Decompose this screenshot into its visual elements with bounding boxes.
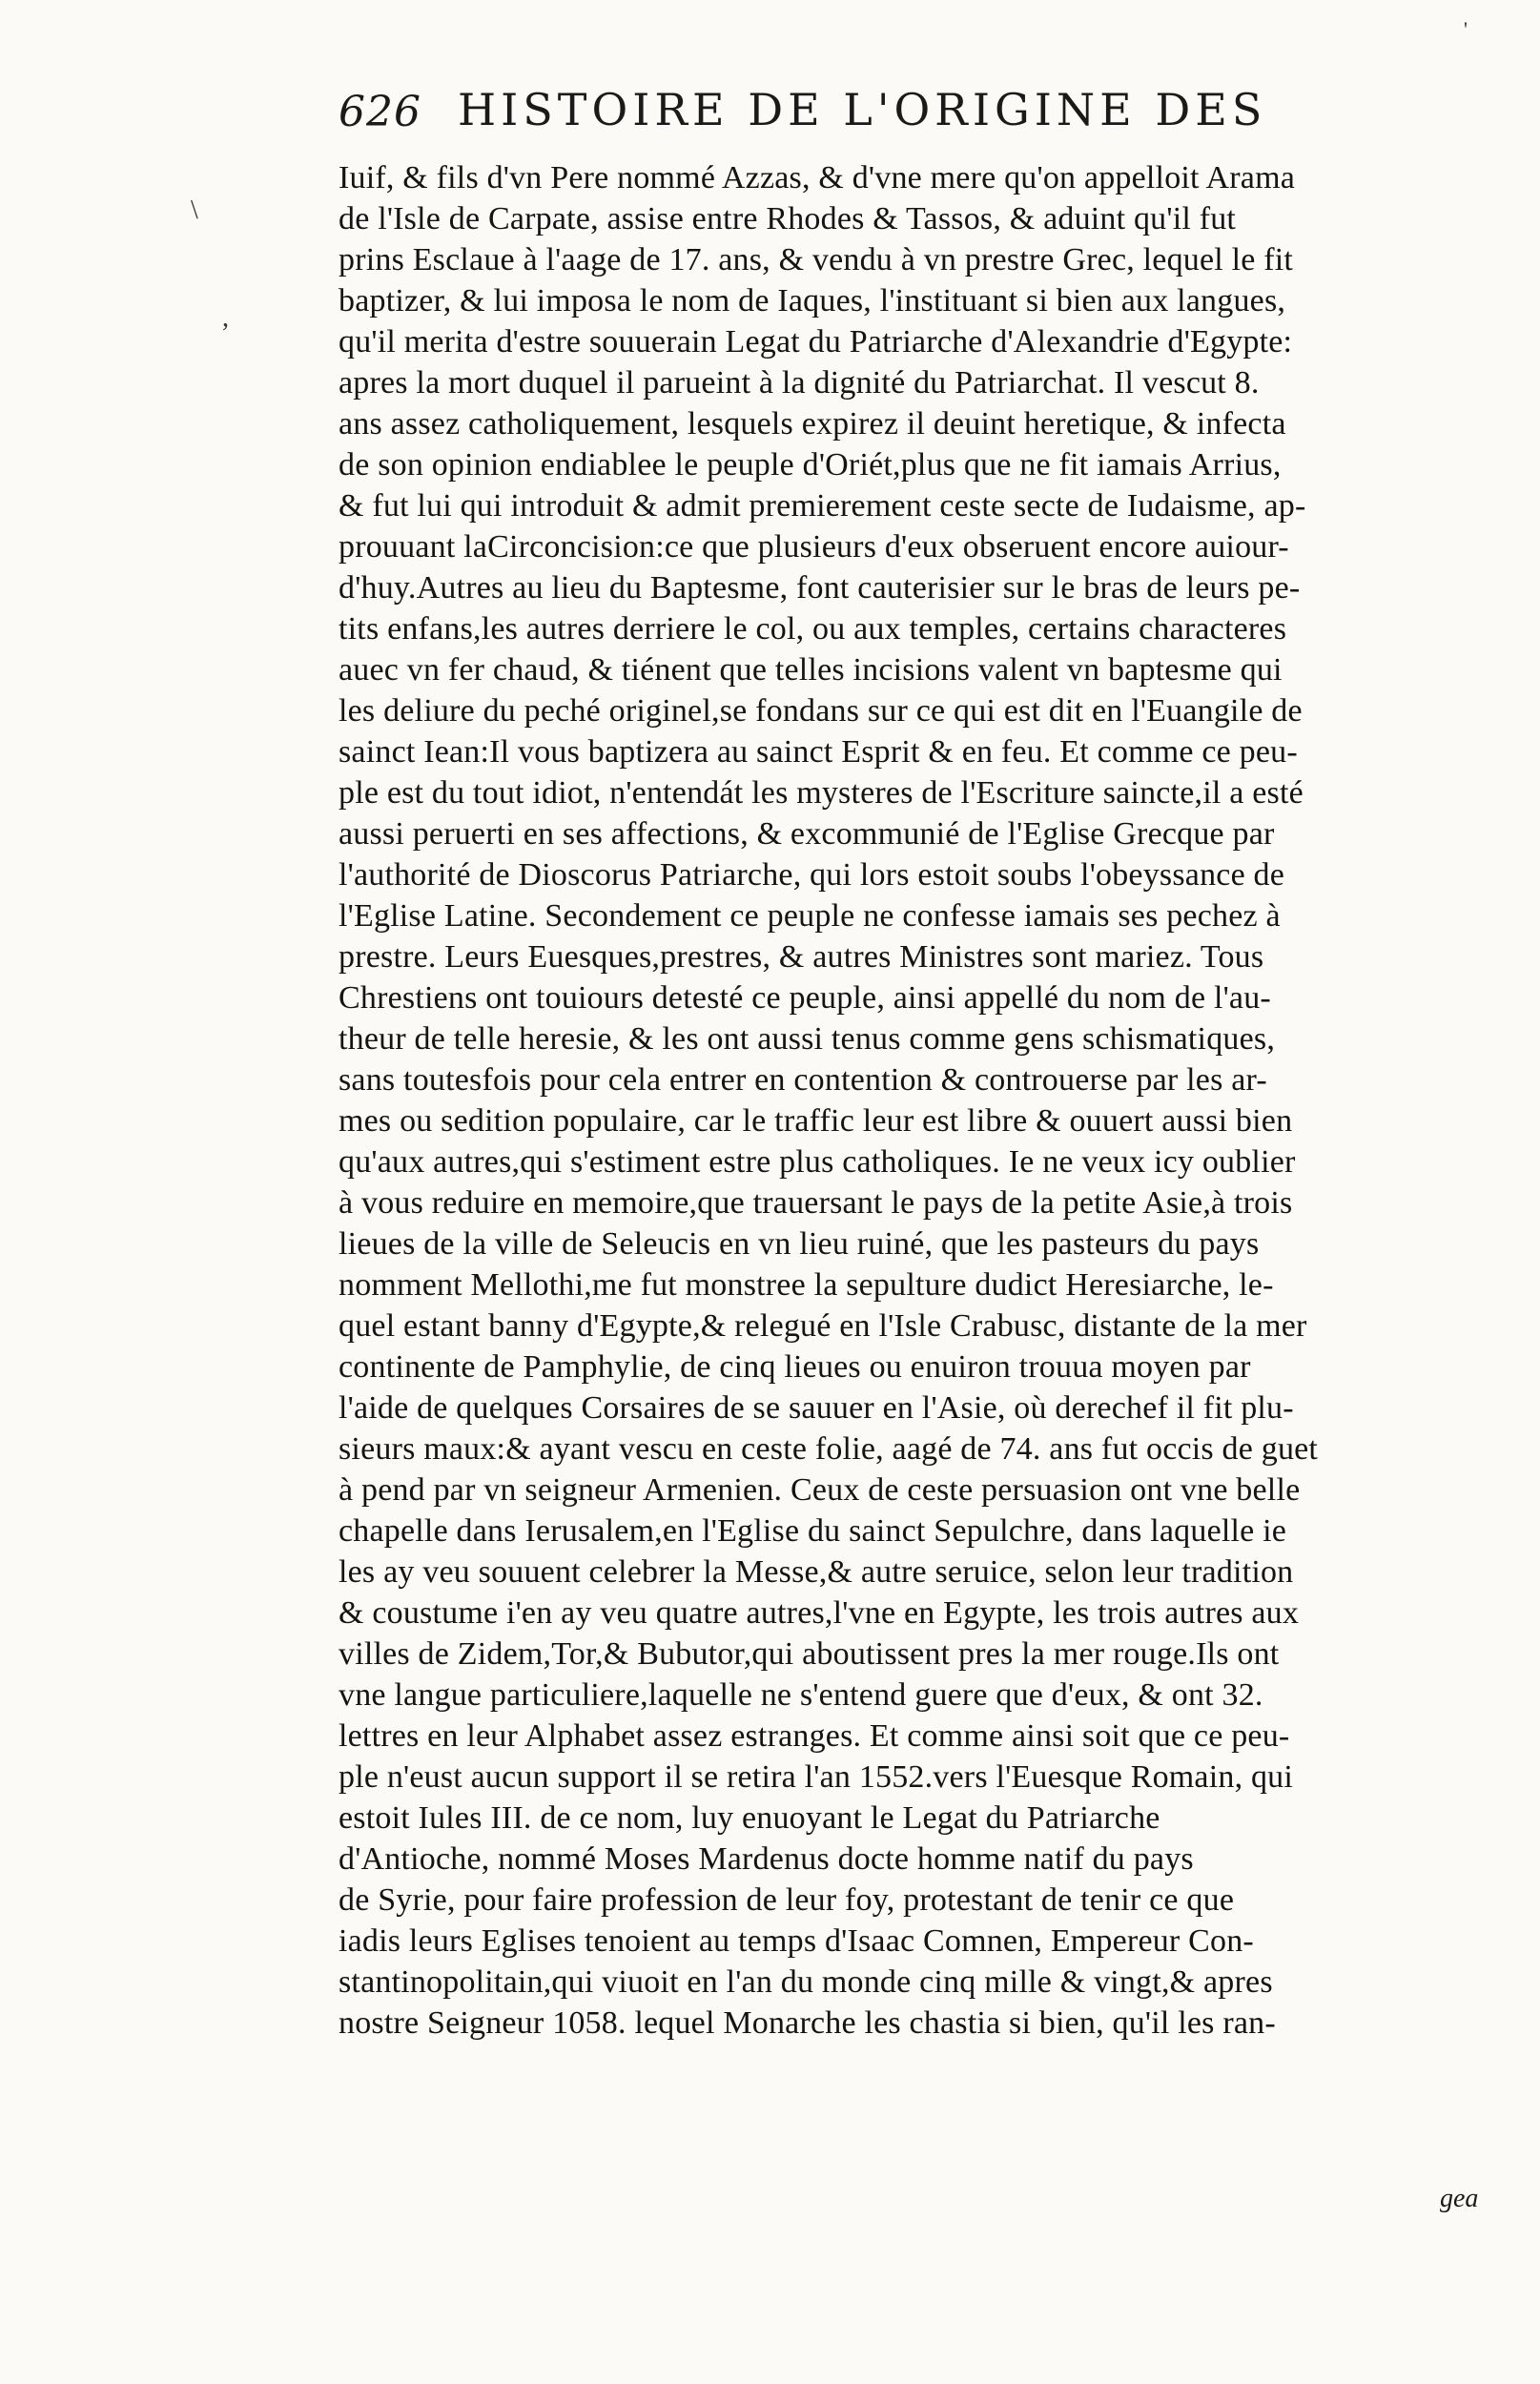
text-line: prins Esclaue à l'aage de 17. ans, & vendu à vn prestre Grec, lequel le fit: [339, 242, 1294, 277]
text-line: les ay veu souuent celebrer la Messe,& autre seruice, selon leur tradition: [339, 1554, 1294, 1590]
text-line: sans toutesfois pour cela entrer en contention & controuerse par les ar-: [339, 1062, 1267, 1098]
margin-mark: \: [191, 195, 198, 225]
text-line: stantinopolitain,qui viuoit en l'an du monde cinq mille & vingt,& apres: [339, 1964, 1273, 2000]
text-line: vne langue particuliere,laquelle ne s'entend guere que d'eux, & ont 32.: [339, 1677, 1263, 1713]
text-line: Chrestiens ont touiours detesté ce peuple, ainsi appellé du nom de l'au-: [339, 980, 1271, 1016]
text-line: quel estant banny d'Egypte,& relegué en l'Isle Crabusc, distante de la mer: [339, 1308, 1307, 1344]
text-line: ple n'eust aucun support il se retira l'an 1552.vers l'Euesque Romain, qui: [339, 1759, 1294, 1795]
margin-mark: ,: [222, 303, 229, 333]
text-line: prestre. Leurs Euesques,prestres, & autres Ministres sont mariez. Tous: [339, 939, 1264, 975]
text-line: aussi peruerti en ses affections, & excommunié de l'Eglise Grecque par: [339, 816, 1275, 852]
text-line: iadis leurs Eglises tenoient au temps d'Isaac Comnen, Empereur Con-: [339, 1923, 1254, 1959]
text-line: & coustume i'en ay veu quatre autres,l'vne en Egypte, les trois autres aux: [339, 1595, 1300, 1631]
text-line: qu'aux autres,qui s'estiment estre plus catholiques. Ie ne veux icy oublier: [339, 1144, 1296, 1180]
text-line: continente de Pamphylie, de cinq lieues ou enuiron trouua moyen par: [339, 1349, 1251, 1385]
text-line: nostre Seigneur 1058. lequel Monarche les chastia si bien, qu'il les ran-: [339, 2005, 1276, 2041]
text-line: l'aide de quelques Corsaires de se sauuer en l'Asie, où derechef il fit plu-: [339, 1390, 1294, 1426]
text-line: de Syrie, pour faire profession de leur foy, protestant de tenir ce que: [339, 1882, 1235, 1918]
text-line: Iuif, & fils d'vn Pere nommé Azzas, & d'vne mere qu'on appelloit Arama: [339, 160, 1296, 195]
text-line: sieurs maux:& ayant vescu en ceste folie, aagé de 74. ans fut occis de guet: [339, 1431, 1319, 1467]
text-line: mes ou sedition populaire, car le traffic leur est libre & ouuert aussi bien: [339, 1103, 1293, 1139]
text-line: tits enfans,les autres derriere le col, ou aux temples, certains characteres: [339, 611, 1287, 647]
text-line: d'huy.Autres au lieu du Baptesme, font cauterisier sur le bras de leurs pe-: [339, 570, 1301, 606]
catchword: gea: [1440, 2184, 1479, 2213]
text-line: apres la mort duquel il parueint à la dignité du Patriarchat. Il vescut 8.: [339, 365, 1260, 401]
text-line: prouuant laCirconcision:ce que plusieurs d'eux obseruent encore auiour-: [339, 529, 1289, 565]
text-line: nomment Mellothi,me fut monstree la sepulture dudict Heresiarche, le-: [339, 1267, 1274, 1303]
body-text: [339, 157, 1319, 2044]
page-number: 626: [339, 88, 421, 136]
text-line: d'Antioche, nommé Moses Mardenus docte homme natif du pays: [339, 1841, 1194, 1877]
text-line: sainct Iean:Il vous baptizera au sainct Esprit & en feu. Et comme ce peu-: [339, 734, 1298, 770]
text-line: chapelle dans Ierusalem,en l'Eglise du sainct Sepulchre, dans laquelle ie: [339, 1513, 1287, 1549]
text-line: lieues de la ville de Seleucis en vn lieu ruiné, que les pasteurs du pays: [339, 1226, 1260, 1262]
text-line: l'Eglise Latine. Secondement ce peuple ne confesse iamais ses pechez à: [339, 898, 1281, 934]
text-line: & fut lui qui introduit & admit premierement ceste secte de Iudaisme, ap-: [339, 488, 1306, 524]
text-line: ans assez catholiquement, lesquels expirez il deuint heretique, & infecta: [339, 406, 1286, 442]
text-line: les deliure du peché originel,se fondans sur ce qui est dit en l'Euangile de: [339, 693, 1303, 729]
margin-mark: ': [1464, 17, 1468, 41]
text-line: qu'il merita d'estre souuerain Legat du Patriarche d'Alexandrie d'Egypte:: [339, 324, 1293, 360]
text-line: à pend par vn seigneur Armenien. Ceux de ceste persuasion ont vne belle: [339, 1472, 1301, 1508]
text-line: ple est du tout idiot, n'entendát les mysteres de l'Escriture saincte,il a esté: [339, 775, 1304, 811]
text-line: auec vn fer chaud, & tiénent que telles incisions valent vn baptesme qui: [339, 652, 1283, 688]
text-line: de son opinion endiablee le peuple d'Oriét,plus que ne fit iamais Arrius,: [339, 447, 1282, 483]
text-line: estoit Iules III. de ce nom, luy enuoyant le Legat du Patriarche: [339, 1800, 1160, 1836]
text-line: baptizer, & lui imposa le nom de Iaques, l'instituant si bien aux langues,: [339, 283, 1286, 319]
text-line: villes de Zidem,Tor,& Bubutor,qui aboutissent pres la mer rouge.Ils ont: [339, 1636, 1280, 1672]
text-line: theur de telle heresie, & les ont aussi tenus comme gens schismatiques,: [339, 1021, 1276, 1057]
running-head: [339, 84, 1292, 151]
running-title: HISTOIRE DE L'ORIGINE DES: [458, 84, 1267, 135]
text-line: à vous reduire en memoire,que trauersant le pays de la petite Asie,à trois: [339, 1185, 1293, 1221]
text-line: lettres en leur Alphabet assez estranges. Et comme ainsi soit que ce peu-: [339, 1718, 1290, 1754]
text-line: de l'Isle de Carpate, assise entre Rhodes & Tassos, & aduint qu'il fut: [339, 201, 1237, 236]
text-line: l'authorité de Dioscorus Patriarche, qui lors estoit soubs l'obeyssance de: [339, 857, 1285, 893]
